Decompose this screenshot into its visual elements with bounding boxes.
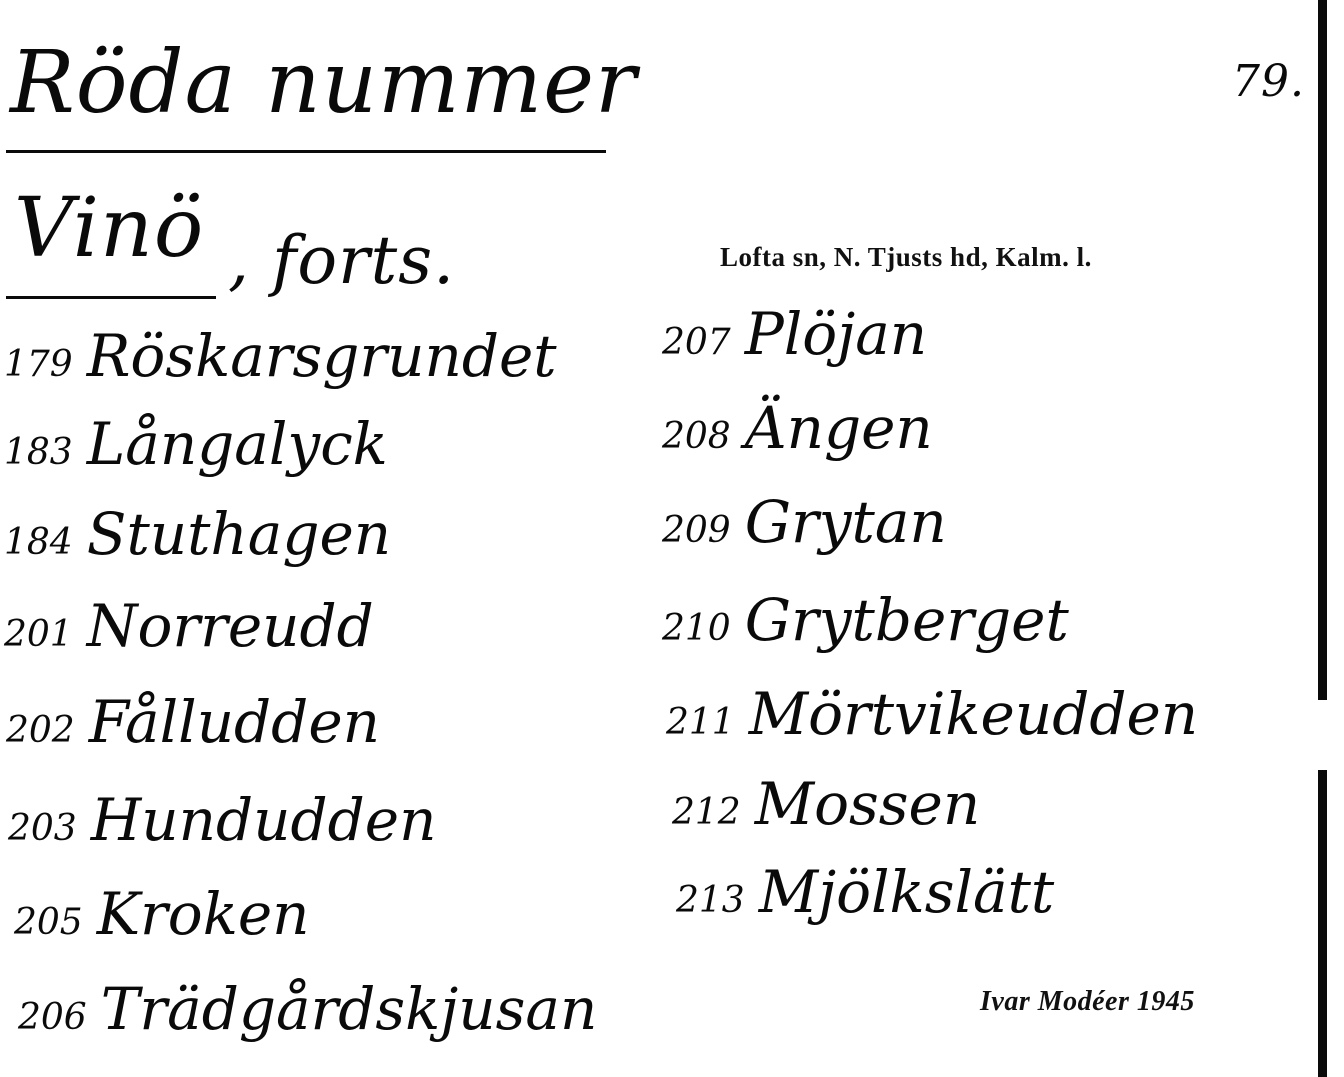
entry-number: 201 bbox=[4, 614, 73, 655]
entry-number: 206 bbox=[18, 997, 87, 1038]
entry-name: Stuthagen bbox=[86, 500, 392, 568]
entry-number: 213 bbox=[676, 880, 745, 921]
entry-name: Plöjan bbox=[744, 300, 928, 368]
entry-name: Grytberget bbox=[744, 586, 1069, 654]
list-item bbox=[4, 322, 557, 390]
entry-name: Långalyck bbox=[86, 410, 388, 478]
entry-name: Trädgårdskjusan bbox=[100, 975, 598, 1043]
signature: Ivar Modéer 1945 bbox=[980, 986, 1195, 1017]
entry-name: Kroken bbox=[96, 880, 310, 948]
island-continued-note: , forts. bbox=[228, 222, 456, 299]
entry-name: Grytan bbox=[744, 488, 947, 556]
list-item bbox=[676, 858, 1054, 926]
entry-name: Mörtvikeudden bbox=[748, 680, 1199, 748]
list-item bbox=[8, 786, 436, 854]
entry-name: Mjölkslätt bbox=[758, 858, 1055, 926]
list-item bbox=[14, 880, 310, 948]
page-number: 79. bbox=[1232, 56, 1305, 107]
entry-number: 208 bbox=[662, 416, 731, 457]
entry-name: Fålludden bbox=[88, 688, 380, 756]
entry-number: 210 bbox=[662, 608, 731, 649]
title-underline bbox=[6, 150, 606, 153]
list-item bbox=[18, 975, 597, 1043]
island-heading: Vinö bbox=[14, 181, 205, 276]
list-item bbox=[662, 488, 947, 556]
entry-number: 183 bbox=[4, 432, 73, 473]
card-title: Röda nummer bbox=[10, 33, 638, 133]
entry-number: 203 bbox=[8, 808, 77, 849]
entry-number: 184 bbox=[4, 522, 73, 563]
card-edge-rule bbox=[1318, 0, 1327, 1077]
list-item bbox=[666, 680, 1198, 748]
entry-number: 179 bbox=[4, 344, 73, 385]
entry-name: Mossen bbox=[754, 770, 981, 838]
entry-number: 202 bbox=[6, 710, 75, 751]
entry-number: 211 bbox=[666, 702, 735, 743]
entry-number: 212 bbox=[672, 792, 741, 833]
list-item bbox=[4, 500, 391, 568]
card-edge-gap bbox=[1318, 700, 1327, 770]
list-item bbox=[662, 394, 933, 462]
list-item bbox=[672, 770, 980, 838]
location-stamp: Lofta sn, N. Tjusts hd, Kalm. l. bbox=[720, 242, 1092, 272]
entry-name: Norreudd bbox=[86, 592, 374, 660]
entry-number: 205 bbox=[14, 902, 83, 943]
entry-name: Ängen bbox=[744, 394, 933, 462]
entry-name: Röskarsgrundet bbox=[86, 322, 557, 390]
entry-name: Hundudden bbox=[90, 786, 437, 854]
entry-number: 207 bbox=[662, 322, 731, 363]
island-underline bbox=[6, 296, 216, 299]
list-item bbox=[4, 410, 388, 478]
entry-number: 209 bbox=[662, 510, 731, 551]
list-item bbox=[662, 586, 1069, 654]
list-item bbox=[4, 592, 374, 660]
list-item bbox=[662, 300, 927, 368]
list-item bbox=[6, 688, 380, 756]
